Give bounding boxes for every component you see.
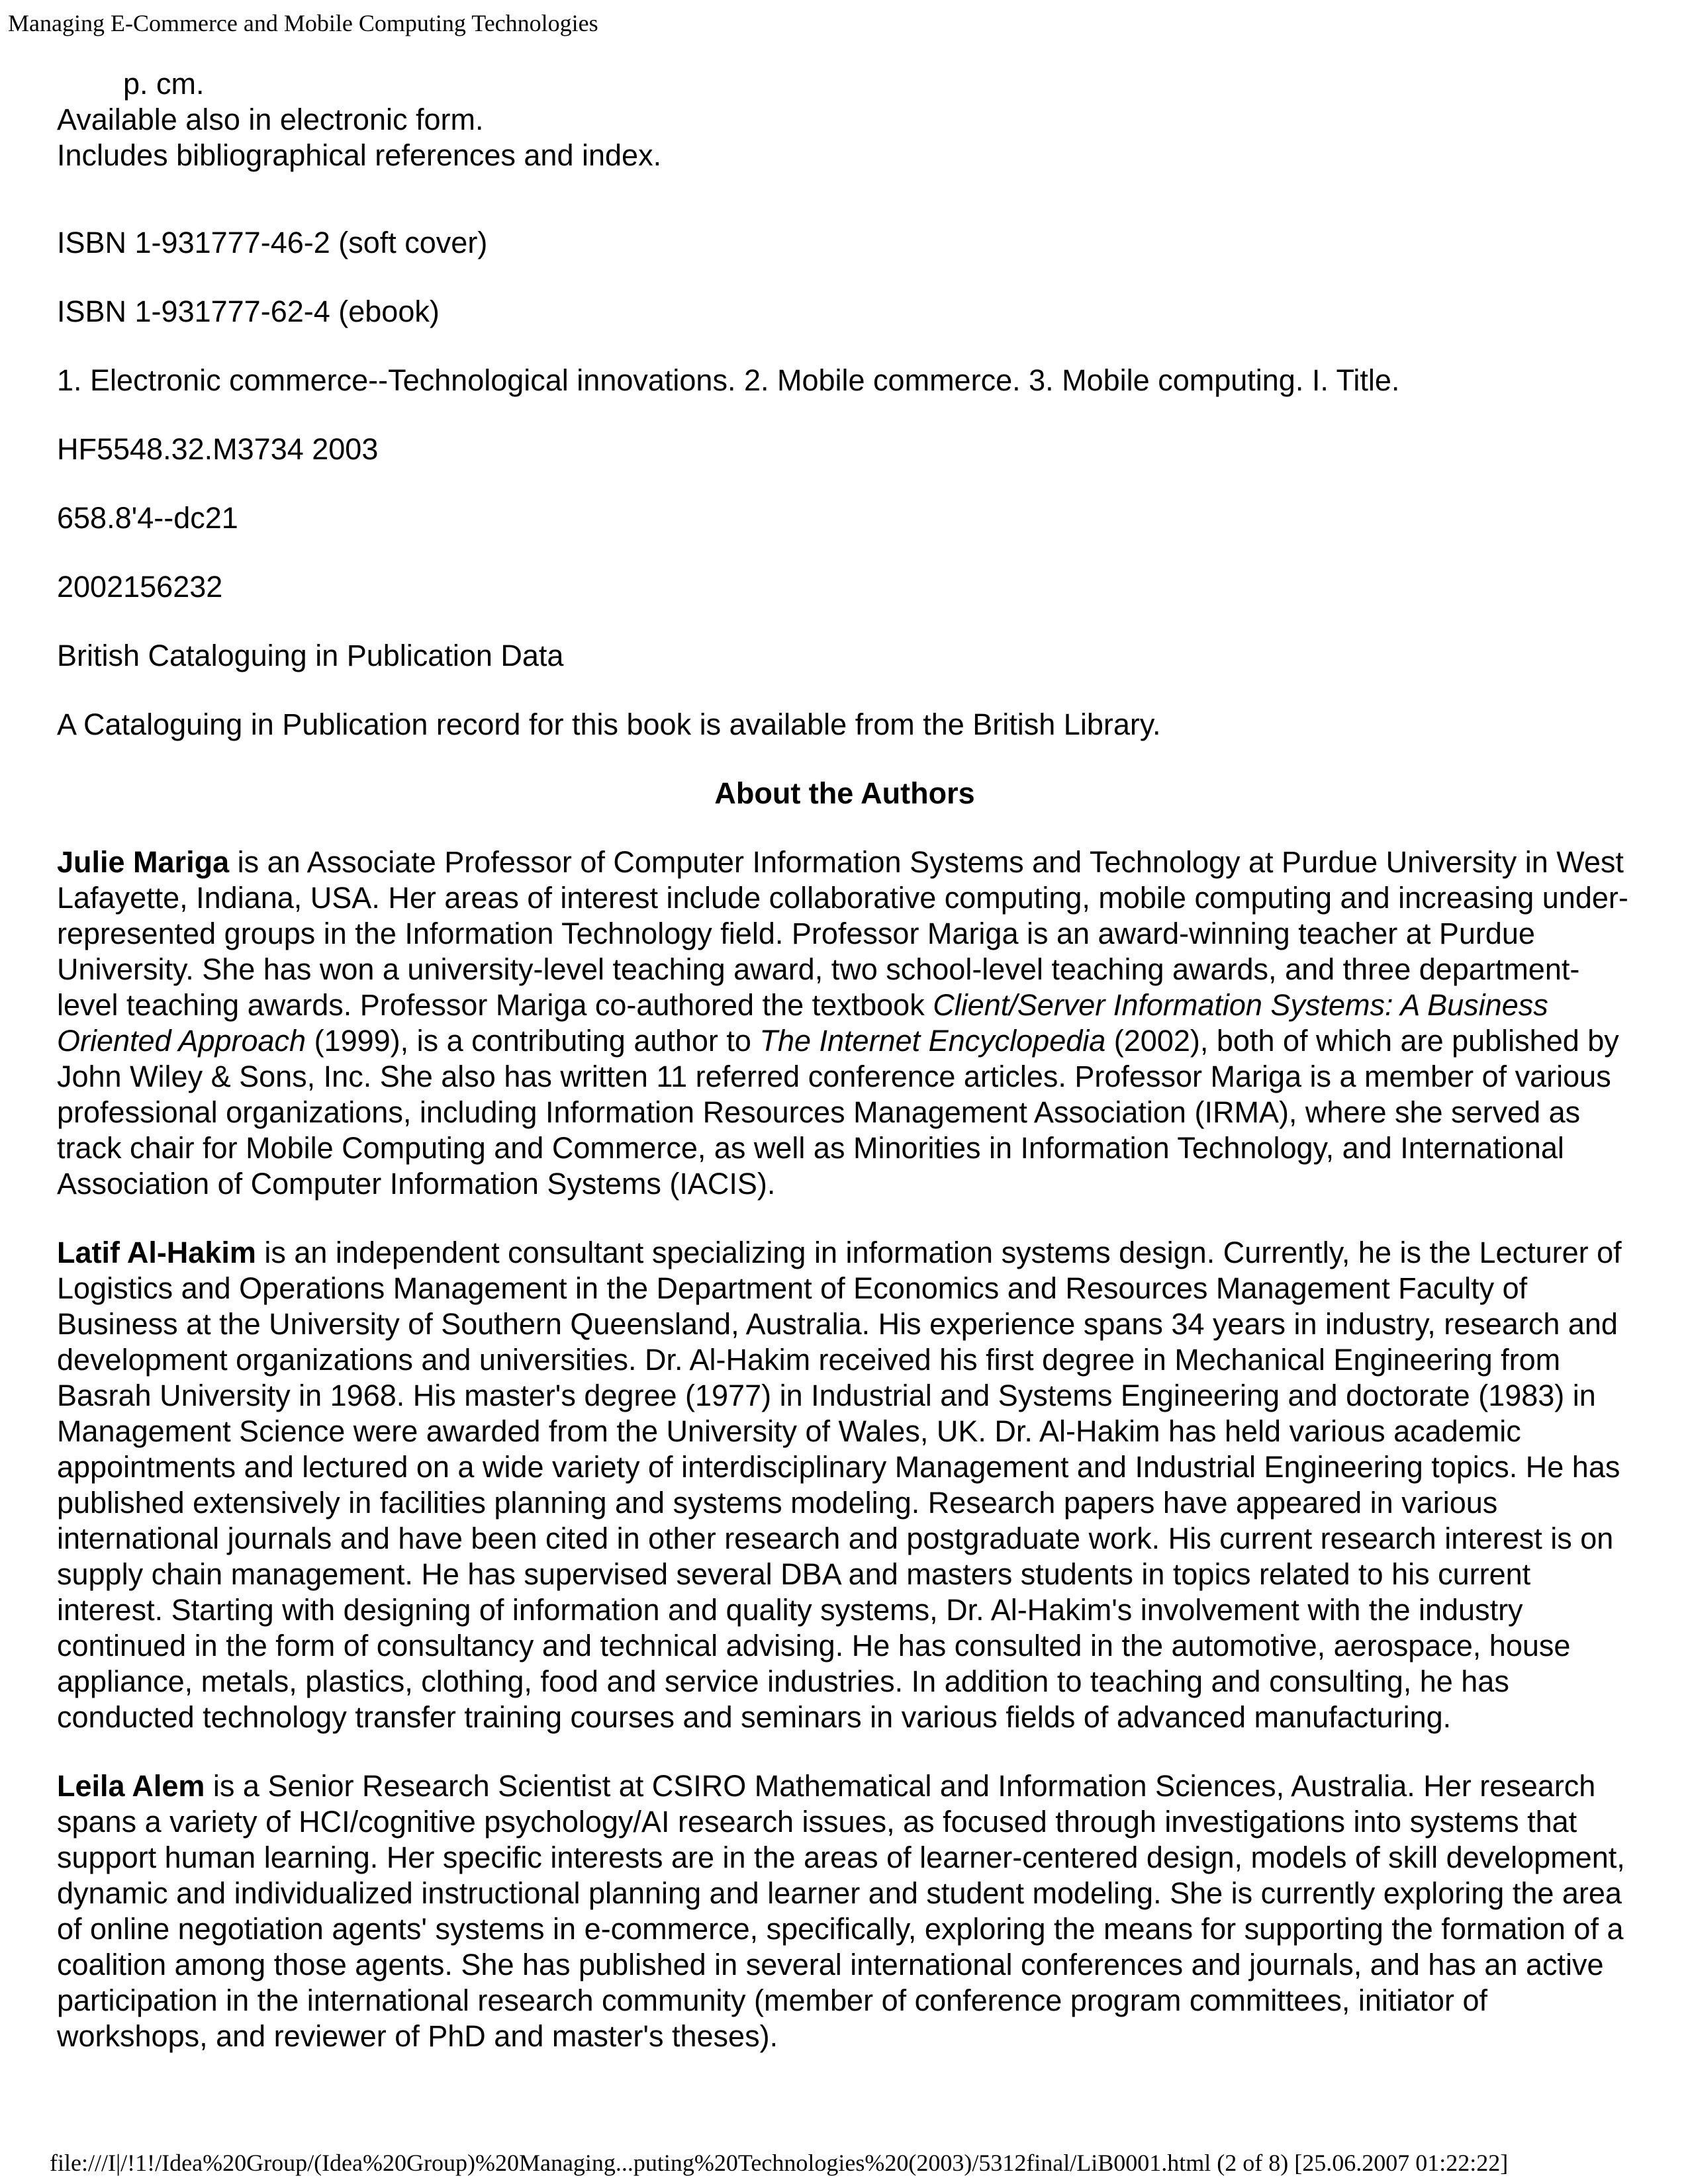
catalog-british-heading: British Cataloguing in Publication Data — [57, 639, 564, 672]
catalog-includes: Includes bibliographical references and index. — [57, 138, 662, 172]
catalog-subjects: 1. Electronic commerce--Technological innovations. 2. Mobile commerce. 3. Mobile computing. I. Title. — [57, 363, 1400, 397]
catalog-available: Available also in electronic form. — [57, 103, 484, 136]
catalog-pcm: p. cm. — [123, 67, 205, 101]
book-title: Client/Server Information Systems: A Business Oriented Approach — [57, 988, 1548, 1058]
about-authors-heading: About the Authors — [714, 776, 975, 810]
catalog-isbn-ebook: ISBN 1-931777-62-4 (ebook) — [57, 295, 440, 328]
author-name: Leila Alem — [57, 1769, 205, 1803]
catalog-british-record: A Cataloguing in Publication record for this book is available from the British Library. — [57, 707, 1161, 741]
author-name: Latif Al-Hakim — [57, 1236, 256, 1269]
catalog-isbn-soft: ISBN 1-931777-46-2 (soft cover) — [57, 226, 488, 259]
document-body — [57, 66, 1632, 2087]
catalog-lccn: 2002156232 — [57, 570, 223, 604]
catalog-lc-class: HF5548.32.M3734 2003 — [57, 432, 379, 466]
bio-text: is an Associate Professor of Computer Information Systems and Technology at Purdue University in West Lafayette, Indiana, USA. Her areas of interest include collaborative computing, mobile computing and increasing under-represented groups in the Information Technology field. Professor Mariga is an award-winning teacher at Purdue University. She has won a university-level teaching award, two school-level teaching awards, and three department-level teaching awards. Professor Mariga co-authored the textbook — [57, 845, 1628, 1022]
author-bio-mariga — [57, 844, 1632, 1202]
author-bio-alem — [57, 1768, 1632, 2054]
bio-text: is an independent consultant specializing in information systems design. Currently, he is the Lecturer of Logistics and Operations Management in the Department of Economics and Resources Management Faculty of Business at the University of Southern Queensland, Australia. His experience spans 34 years in industry, research and development organizations and universities. Dr. Al-Hakim received his first degree in Mechanical Engineering from Basrah University in 1968. His master's degree (1977) in Industrial and Systems Engineering and doctorate (1983) in Management Science were awarded from the University of Wales, UK. Dr. Al-Hakim has held various academic appointments and lectured on a wide variety of interdisciplinary Management and Industrial Engineering topics. He has published extensively in facilities planning and systems modeling. Research papers have appeared in various international journals and have been cited in other research and postgraduate work. His current research interest is on supply chain management. He has supervised several DBA and masters students in topics related to his current interest. Starting with designing of information and quality systems, Dr. Al-Hakim's involvement with the industry continued in the form of consultancy and technical advising. He has consulted in the automotive, aerospace, house appliance, metals, plastics, clothing, food and service industries. In addition to teaching and consulting, he has conducted technology transfer training courses and seminars in various fields of advanced manufacturing. — [57, 1236, 1622, 1734]
bio-text: (1999), is a contributing author to — [306, 1024, 760, 1058]
book-title: The Internet Encyclopedia — [759, 1024, 1106, 1058]
catalog-dewey: 658.8'4--dc21 — [57, 501, 238, 535]
page-header-title: Managing E-Commerce and Mobile Computing Technologies — [8, 10, 598, 36]
author-name: Julie Mariga — [57, 845, 230, 879]
author-bio-al-hakim — [57, 1235, 1632, 1735]
bio-text: is a Senior Research Scientist at CSIRO Mathematical and Information Sciences, Australia. Her research spans a variety of HCI/cognitive psychology/AI research issues, as focused through investigations into systems that support human learning. Her specific interests are in the areas of learner-centered design, models of skill development, dynamic and individualized instructional planning and learner and student modeling. She is currently exploring the area of online negotiation agents' systems in e-commerce, specifically, exploring the means for supporting the formation of a coalition among those agents. She has published in several international conferences and journals, and has an active participation in the international research community (member of conference program committees, initiator of workshops, and reviewer of PhD and master's theses). — [57, 1769, 1625, 2053]
page-footer-path: file:///I|/!1!/Idea%20Group/(Idea%20Group)%20Managing...puting%20Technologies%20(2003)/5312final/LiB0001.html (2 of 8) [25.06.2007 01:22:22] — [50, 2150, 1509, 2176]
bio-text: (2002), both of which are published by John Wiley & Sons, Inc. She also has written 11 referred conference articles. Professor Mariga is a member of various professional organizations, including Information Resources Management Association (IRMA), where she served as track chair for Mobile Computing and Commerce, as well as Minorities in Information Technology, and International Association of Computer Information Systems (IACIS). — [57, 1024, 1619, 1201]
